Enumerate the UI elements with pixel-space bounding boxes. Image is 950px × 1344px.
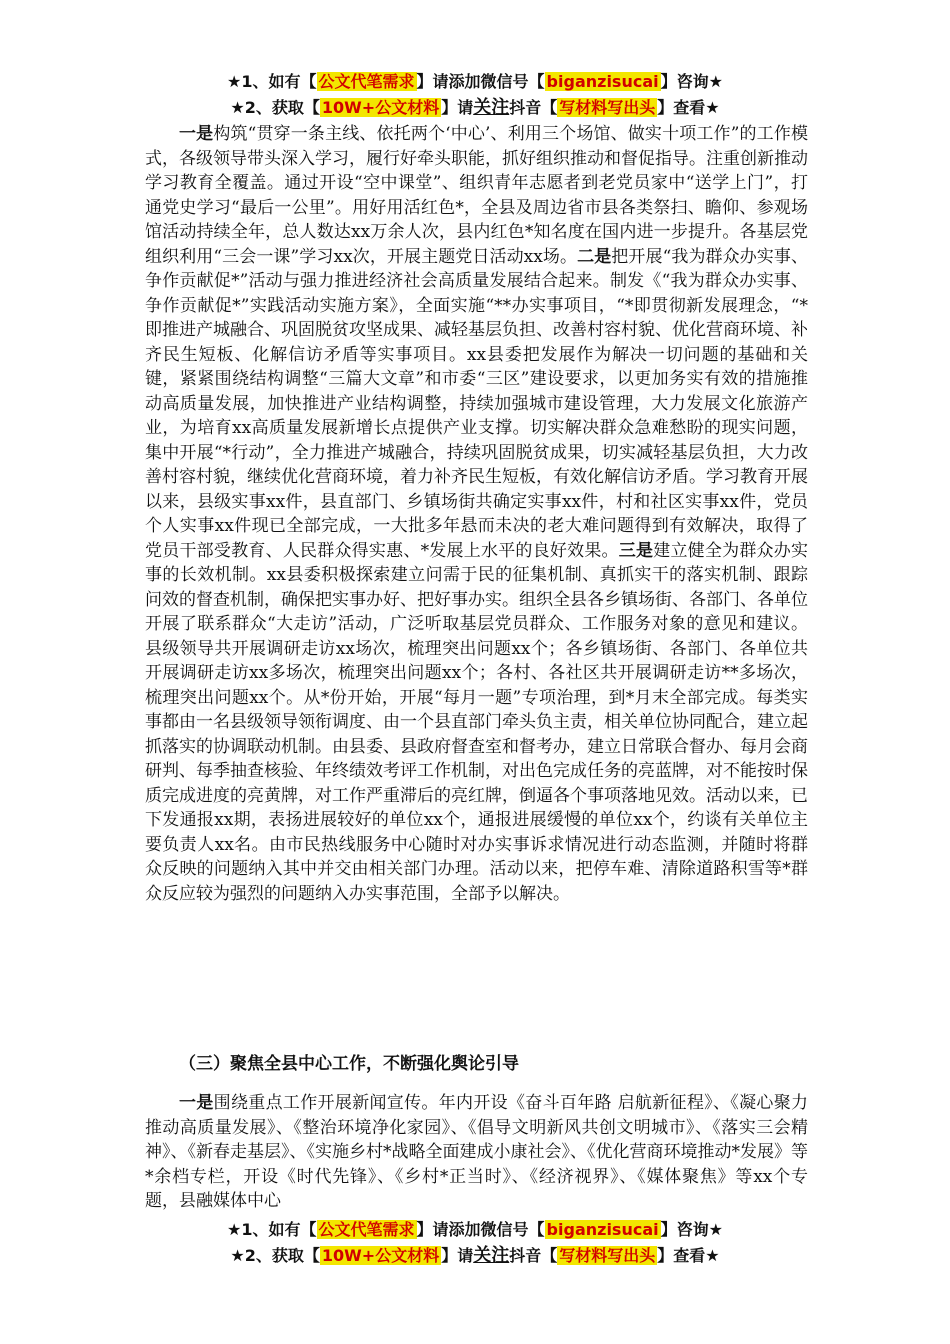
banner-text: 微信号【 bbox=[480, 1220, 545, 1239]
promo-banner-bottom-line1 bbox=[0, 1218, 950, 1242]
banner-text: ★1、如有【 bbox=[227, 72, 317, 91]
banner-text: ★1、如有【 bbox=[227, 1220, 317, 1239]
banner-highlight: 公文代笔需求 bbox=[318, 72, 415, 91]
banner-text: 】咨询★ bbox=[660, 1220, 723, 1239]
banner-highlight: 10W+公文材料 bbox=[321, 98, 440, 117]
banner-text: 】请添加 bbox=[416, 1220, 481, 1239]
banner-highlight: biganzisucai bbox=[546, 72, 659, 91]
banner-text: ★2、获取【 bbox=[230, 1246, 320, 1265]
body-paragraph-block bbox=[145, 1091, 808, 1214]
paragraph-text: 构筑“贯穿一条主线、依托两个‘中心’、利用三个场馆、做实十项工作”的工作模式，各级领导带头深入学习，履行好牵头职能，抓好组织推动和督促指导。注重创新推动学习教育全覆盖。通过开设“空中课堂”、组织青年志愿者到老党员家中“送学上门”，打通党史学习“最后一公里”。用好用活红色*，全县及周边省市县各类祭扫、瞻仰、参观场馆活动持续全年，总人数达xx万余人次，县内红色*知名度在国内进一步提升。各基层党组织利用“三会一课”学习xx次，开展主题党日活动xx场。 bbox=[145, 124, 808, 267]
banner-text: 】查看★ bbox=[657, 1246, 720, 1265]
paragraph-lead: 一是 bbox=[179, 1093, 214, 1113]
banner-text: 】请 bbox=[441, 98, 474, 117]
paragraph-lead: 二是 bbox=[577, 246, 612, 267]
banner-text: 】咨询★ bbox=[660, 72, 723, 91]
paragraph-lead: 三是 bbox=[618, 540, 654, 561]
banner-text: 】请 bbox=[441, 1246, 474, 1265]
banner-highlight: 写材料写出头 bbox=[559, 1246, 656, 1265]
paragraph bbox=[145, 1091, 808, 1214]
paragraph-lead: 一是 bbox=[179, 124, 214, 144]
banner-highlight: 公文代笔需求 bbox=[318, 1220, 415, 1239]
paragraph-text: 建立健全为群众办实事的长效机制。xx县委积极探索建立问需于民的征集机制、真抓实干的落实机制、跟踪问效的督查机制，确保把实事办好、把好事办实。组织全县各乡镇场街、各部门、各单位开展了联系群众“大走访”活动，广泛听取基层党员群众、工作服务对象的意见和建议。县级领导共开展调研走访xx场次，梳理突出问题xx个；各乡镇场街、各部门、各单位共开展调研走访xx多场次，梳理突出问题xx个；各村、各社区共开展调研走访**多场次，梳理突出问题xx个。从*份开始，开展“每月一题”专项治理，到*月末全部完成。每类实事都由一名县级领导领衔调度、由一个县直部门牵头负主责，相关单位协同配合，建立起抓落实的协调联动机制。由县委、县政府督查室和督考办，建立日常联合督办、每月会商研判、每季抽查核验、年终绩效考评工作机制，对出色完成任务的亮蓝牌，对不能按时保质完成进度的亮黄牌，对工作严重滞后的亮红牌，倒逼各个事项落地见效。活动以来，已下发通报xx期，表扬进展较好的单位xx个，通报进展缓慢的单位xx个，约谈有关单位主要负责人xx名。由市民热线服务中心随时对办实事诉求情况进行动态监测，并随时将群众反映的问题纳入其中并交由相关部门办理。活动以来，把停车难、清除道路积雪等*群众反应较为强烈的问题纳入办实事范围，全部予以解决。 bbox=[145, 540, 808, 904]
paragraph-text: 把开展“我为群众办实事、争作贡献促*”活动与强力推进经济社会高质量发展结合起来。制发《“我为群众办实事、争作贡献促*”实践活动实施方案》，全面实施“**办实事项目，“*即贯彻新发展理念，“*即推进产城融合、巩固脱贫攻坚成果、减轻基层负担、改善村容村貌、优化营商环境、补齐民生短板、化解信访矛盾等实事项目。xx县委把发展作为解决一切问题的基础和关键，紧紧围绕结构调整“三篇大文章”和市委“三区”建设要求，以更加务实有效的措施推动高质量发展，加快推进产业结构调整，持续加强城市建设管理，大力发展文化旅游产业，为培育xx高质量发展新增长点提供产业支撑。切实解决群众急难愁盼的现实问题，集中开展“*行动”，全力推进产城融合，持续巩固脱贫成果，切实减轻基层负担，大力改善村容村貌，继续优化营商环境，着力补齐民生短板，有效化解信访矛盾。学习教育开展以来，县级实事xx件，县直部门、乡镇场街共确定实事xx件，村和社区实事xx件，党员个人实事xx件现已全部完成，一大批多年悬而未决的老大难问题得到有效解决，取得了党员干部受教育、人民群众得实惠、*发展上水平的良好效果。 bbox=[145, 246, 808, 561]
paragraph bbox=[145, 122, 808, 906]
banner-highlight: 10W+公文材料 bbox=[321, 1246, 440, 1265]
banner-text: 微信号【 bbox=[480, 72, 545, 91]
body-paragraph-block bbox=[145, 122, 808, 1040]
banner-emphasis: 关注 bbox=[473, 1245, 510, 1266]
promo-banner-top-line2 bbox=[0, 96, 950, 120]
banner-highlight: biganzisucai bbox=[546, 1220, 659, 1239]
banner-text: 】查看★ bbox=[657, 98, 720, 117]
section-heading: （三）聚焦全县中心工作，不断强化舆论引导 bbox=[179, 1054, 519, 1074]
banner-text: 抖音【 bbox=[509, 98, 558, 117]
banner-text: ★2、获取【 bbox=[230, 98, 320, 117]
banner-text: 抖音【 bbox=[509, 1246, 558, 1265]
banner-emphasis: 关注 bbox=[473, 97, 510, 118]
paragraph-text: 围绕重点工作开展新闻宣传。年内开设《奋斗百年路 启航新征程》、《凝心聚力推动高质量发展》、《整治环境净化家园》、《倡导文明新风共创文明城市》、《落实三会精神》、《新春走基层》、《实施乡村*战略全面建成小康社会》、《优化营商环境推动*发展》等*余档专栏，开设《时代先锋》、《乡村*正当时》、《经济视界》、《媒体聚焦》等xx个专题，县融媒体中心 bbox=[145, 1093, 808, 1211]
banner-text: 】请添加 bbox=[416, 72, 481, 91]
promo-banner-bottom-line2 bbox=[0, 1244, 950, 1268]
banner-highlight: 写材料写出头 bbox=[559, 98, 656, 117]
promo-banner-top-line1 bbox=[0, 70, 950, 94]
